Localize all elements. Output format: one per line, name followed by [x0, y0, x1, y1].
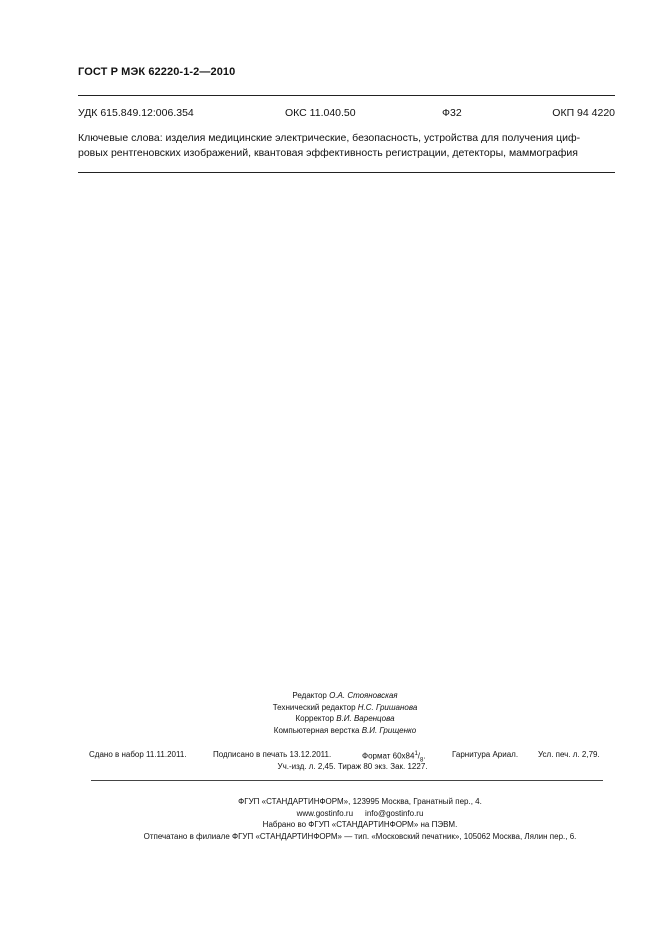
print-sheets: Усл. печ. л. 2,79.	[538, 750, 600, 759]
format-denominator: 8	[420, 757, 424, 764]
signed-date: Подписано в печать 13.12.2011.	[213, 750, 332, 759]
top-divider	[78, 95, 615, 96]
classification-codes	[78, 107, 615, 121]
credit-role: Технический редактор	[272, 702, 356, 712]
publisher-email[interactable]: info@gostinfo.ru	[365, 808, 424, 818]
credit-name: Н.С. Гришанова	[357, 702, 418, 712]
udk-code: УДК 615.849.12:006.354	[78, 107, 194, 119]
typesetting-note: Набрано во ФГУП «СТАНДАРТИНФОРМ» на ПЭВМ.	[262, 820, 458, 829]
oks-code: ОКС 11.040.50	[285, 107, 356, 119]
publisher-block	[60, 796, 660, 842]
submitted-date: Сдано в набор 11.11.2011.	[89, 750, 187, 759]
credit-tech-editor	[200, 702, 490, 714]
format-numerator: 1	[414, 751, 418, 757]
print-info-row-1	[60, 749, 635, 764]
credit-layout	[200, 725, 490, 737]
printing-note: Отпечатано в филиале ФГУП «СТАНДАРТИНФОРМ» — тип. «Московский печатник», 105062 Москва, Лялин пер., 6.	[143, 831, 577, 841]
publisher-contacts	[60, 808, 660, 820]
format-prefix: Формат 60x84	[362, 751, 415, 761]
keywords-line-1: Ключевые слова: изделия медицинские электрические, безопасность, устройства для получения циф-	[78, 132, 581, 144]
keywords	[78, 131, 618, 161]
okp-code: ОКП 94 4220	[552, 107, 615, 119]
publisher-website[interactable]: www.gostinfo.ru	[296, 808, 354, 818]
f-code: Ф32	[442, 107, 462, 119]
credit-role: Корректор	[295, 714, 334, 723]
credits-block	[200, 690, 490, 736]
credit-editor	[200, 690, 490, 702]
typeface: Гарнитура Ариал.	[452, 750, 519, 759]
credit-role: Компьютерная верстка	[273, 725, 360, 735]
paper-format	[362, 749, 426, 767]
credit-name: В.И. Грищенко	[361, 725, 417, 735]
credit-name: О.А. Стояновская	[329, 691, 398, 700]
document-id: ГОСТ Р МЭК 62220-1-2—2010	[78, 66, 236, 78]
publisher-divider	[91, 780, 603, 781]
print-info	[60, 749, 635, 773]
credit-name: В.И. Варенцова	[336, 714, 395, 723]
keywords-divider	[78, 172, 615, 173]
format-dot: .	[423, 751, 426, 761]
credit-proofreader	[200, 713, 490, 725]
format-slash: /	[417, 751, 421, 761]
publisher-address: ФГУП «СТАНДАРТИНФОРМ», 123995 Москва, Гранатный пер., 4.	[238, 797, 482, 806]
keywords-line-2: ровых рентгеновских изображений, квантовая эффективность регистрации, детекторы, маммография	[78, 147, 578, 159]
credit-role: Редактор	[292, 691, 327, 700]
print-info-row-2: Уч.-изд. л. 2,45. Тираж 80 экз. Зак. 1227.	[277, 762, 428, 771]
